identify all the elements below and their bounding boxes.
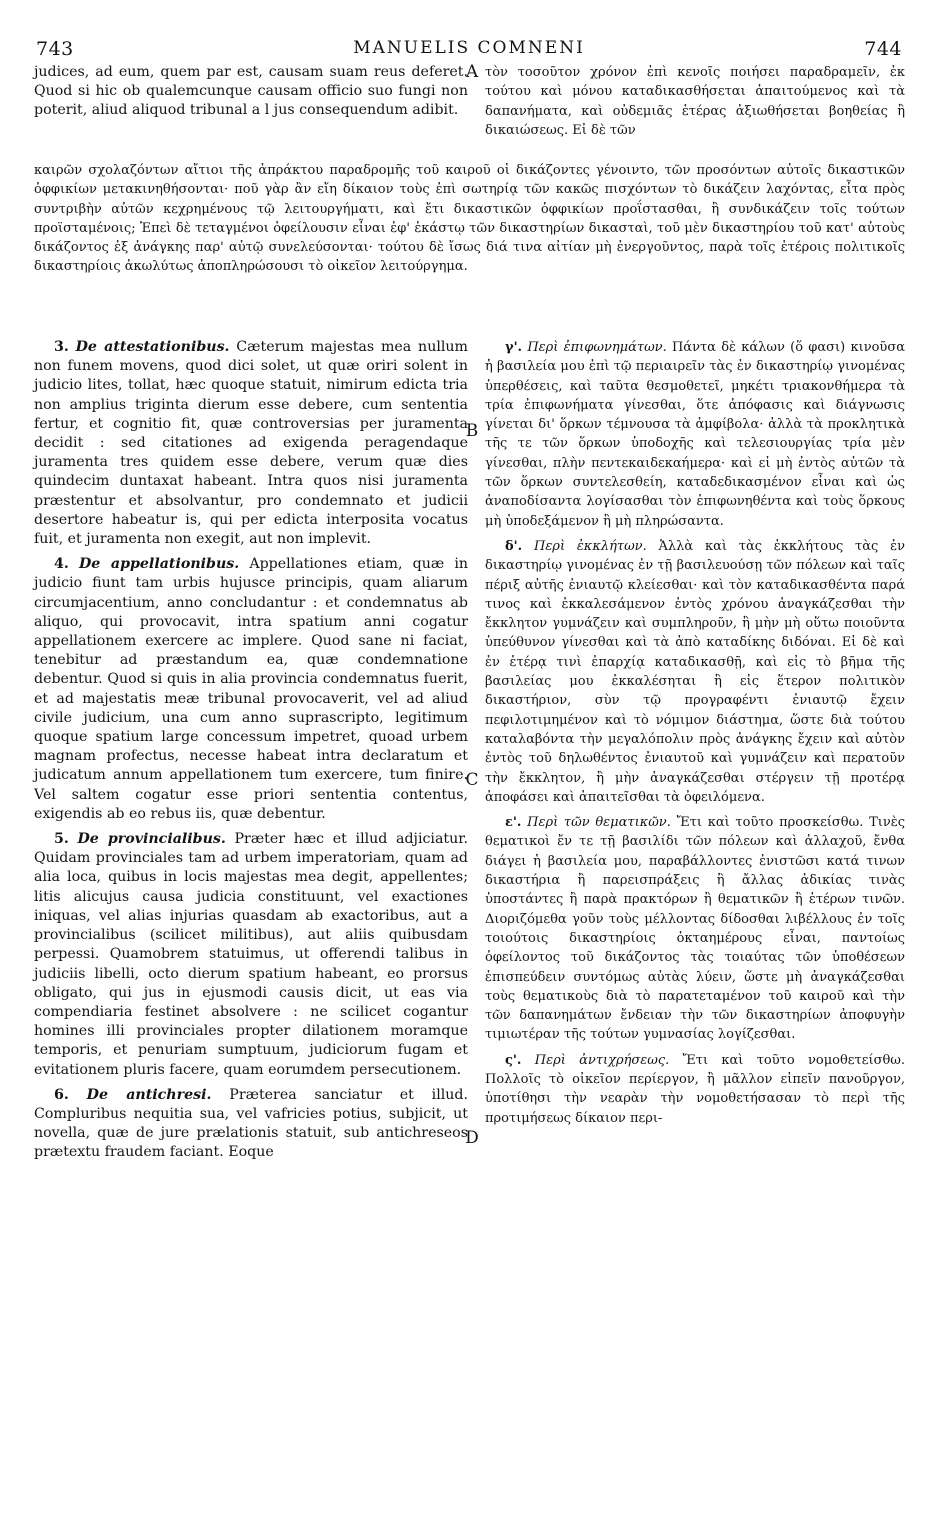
margin-letter-b: B (465, 421, 479, 441)
page-number-right: 744 (864, 38, 902, 60)
page-header (0, 0, 938, 58)
greek-column (485, 338, 905, 1128)
greek-full-width-paragraph: καιρῶν σχολαζόντων αἴτιοι τῆς ἀπράκτου παραδρομῆς τοῦ καιροῦ οἱ δικάζοντες γένοιντο, τῶν προσόντων αὐτοῖς δικαστικῶν ὀφφικίων μετακινηθήσονται· ποῦ γὰρ ἂν εἴη δίκαιον τοὺς ἐπὶ σωτηρίᾳ τῶν κακῶς πισχόντων τὸ δικάζειν λαχόντας, εἶτα πρὸς συντριβὴν αὐτῶν κεχρημένους τῷ λειτουργήματι, καὶ ἔτι δικαστικῶν ὀφφικίων προΐστασθαι, ἢ συνδικάζειν τοῖς τούτων προϊσταμένοις; Ἐπεὶ δὲ τεταγμένοι ὀφείλουσιν εἶναι ἐφ' ἑκάστῳ τῶν δικαστηρίων δικασταὶ, τοῦ μὲν δικαστηρίου τοῦ κατ' αὐτοὺς δικάζοντος ἐξ ἀνάγκης παρ' αὐτῷ συνελεύσονται· τούτου δὲ ἴσως διά τινα αἰτίαν μὴ ἐνεργοῦντος, παρὰ τοῖς ἑτέροις πολιτικοῖς δικαστηρίοις ἀκωλύτως ἀποπληρώσουσι τὸ οἰκεῖον λειτούργημα. (34, 163, 905, 275)
latin-continuation: judices, ad eum, quem par est, causam suam reus deferet. Quod si hic ob qualemcunque causam officio suo fungi non poterit, aliud aliquod tribunal a l jus consequendum adibit. (34, 64, 468, 119)
greek-section-5: ε'. Περὶ τῶν θεματικῶν. Ἔτι καὶ τοῦτο προσκείσθω. Τινὲς θεματικοὶ ἔν τε τῇ βασιλίδι τῶν πόλεων καὶ ἀλλαχοῦ, ἔνθα διάγει ἡ βασιλεία μου, παραβάλλοντες ἐνιστῶσι κατά τινων δικαστήρια ἢ παρεισπράξεις ἢ ἄλλας ἀδικίας τινὰς ὑποστάντες ἢ παρὰ πρακτόρων ἢ θεματικῶν ἢ ἑτέρων τινῶν. Διοριζόμεθα γοῦν τοὺς μέλλοντας δίδοσθαι λιβέλλους ἐν τοῖς τοιούτοις δικαστηρίοις ὀκταημέρους εἶναι, παντοίως ὀφείλοντος τοῦ δικάζοντος τὰς τοιαύτας τῶν ὑποθέσεων ἐπισπεύδειν συντόμως αὐτὰς λύειν, ὥστε μὴ ἀναγκάζεσθαι τοὺς θεματικοὺς διὰ τὸ παρατεταμένον τοῦ καιροῦ καὶ τὴν τῶν δαπανημάτων ἔνδειαν τὴν τῶν δικαστηρίων ἀποφυγὴν τιμιωτέραν τῆς τούτων γυμνασίας λογίζεσθαι. (485, 815, 906, 1043)
margin-letter-a: A (465, 62, 479, 82)
page-number-left: 743 (36, 38, 74, 60)
latin-column (34, 338, 468, 1163)
greek-section-3: γ'. Περὶ ἐπιφωνημάτων. Πάντα δὲ κάλων (ὅ φασι) κινοῦσα ἡ βασιλεία μου ἐπὶ τῷ περιαιρεῖν τὰς ἐν δικαστηρίῳ γινομένας ὑπερθέσεις, καὶ ταῦτα θεσμοθετεῖ, μηκέτι τριακονθήμερα τὰ τρία ἐπιφωνήματα γίνεσθαι, ὅτε ἀπόφασις καὶ διάγνωσις γίνεται δι' ὅρκων τέμνουσα τὰ ἀμφίβολα· ἀλλὰ τὰ προκλητικὰ τῆς τε τῶν ὅρκων ὑποδοχῆς καὶ τελεσιουργίας τρία μὲν γίνεσθαι, πλὴν πεντεκαιδεκαήμερα· καὶ εἰ μὴ ἐντὸς αὐτῶν τὰ τῶν ὅρκων συντελεσθείη, καταδεδικασμένον εἶναι καὶ ὡς ἀναποδίσαντα λογίσασθαι τὸν ἐπιφωνηθέντα καὶ τοὺς ὅρκους μὴ ὑποδεξάμενον ἢ μὴ πληρώσαντα. (485, 340, 905, 529)
margin-letter-c: C (465, 770, 479, 790)
latin-section-5: 5. De provincialibus. Præter hæc et illud adjiciatur. Quidam provinciales tam ad urbem imperatoriam, quam ad alia loca, quibus in locis majestas mea degit, appellentes; litis alicujus causa judicia constituunt, vel exactiones iniquas, vel alias injurias quasdam ab exactoribus, aut a provincialibus (scilicet militibus), aut aliis quibusdam perpessi. Quamobrem statuimus, ut offerendi talibus in judiciis libelli, octo dierum spatium habeant, eo prorsus obligato, qui jus in ejusmodi causis dicit, ut eas via compendiaria festinet absolvere : ne scilicet cogantur homines illi provinciales propter dilationem moramque temporis, et penuriam sumptuum, judiciorum fugam et evitationem pluris facere, quam eorumdem persecutionem. (34, 831, 468, 1078)
latin-section-6: 6. De antichresi. Præterea sanciatur et illud. Compluribus nequitia sua, vel vafricies potius, subjicit, ut novella, quæ de jure prælationis statuit, sub antichreseos prætextu fraudem faciant. Eoque (34, 1086, 469, 1161)
latin-section-4: 4. De appellationibus. Appellationes etiam, quæ in judicio fiunt tam urbis hujusce principis, quam aliarum circumjacentium, anno concludantur : et condemnatus ab aliquo, qui provocavit, intra spatium anni cogatur appellationem exercere ac implere. Quod sane ni faciat, tenebitur ad præstandum ea, quæ condemnatione debentur. Quod si quis in alia provincia condemnatus fuerit, et ad majestatis meæ tribunal provocaverit, vel ad aliud civile judicium, una cum anno suprascripto, legitimum quoque spatium large concessum impetret, quoad urbem magnam profectus, necesse habeat intra declaratum et judicatum annum appellationem tum exercere, tum finire. Vel saltem cogatur esse priori sententia contentus, exigendis ab eo rebus iis, quæ debentur. (34, 556, 469, 822)
latin-section-3: 3. De attestationibus. Cæterum majestas mea nullum non funem movens, quod dici solet, ut quæ oriri solent in judicio lites, tollat, hæc quoque statuit, nimirum edicta tria non amplius triginta dierum esse debere, cum sententia fertur, et cognitio fit, quæ controversias per juramenta decidit : sed citationes ad exigenda peragendaque juramenta tres quidem esse debere, verum quæ dies quindecim duntaxat habeant. Intra quos nisi juramenta præstentur et absolvantur, pro condemnato et judicii desertore habeatur is, qui per edicta interposita vocatus fuit, et juramenta non exegit, aut non implevit. (34, 339, 468, 548)
greek-continuation: τὸν τοσοῦτον χρόνον ἐπὶ κενοῖς ποιήσει παραδραμεῖν, ἐκ τούτου καὶ μόνου καταδικασθήσεται ἀπαιτούμενος καὶ τὰ δαπανήματα, καὶ οὐδεμιᾶς ἑτέρας ἀξιωθήσεται βοηθείας ἢ δικαιώσεως. Εἰ δὲ τῶν (485, 65, 905, 138)
margin-letter-d: D (465, 1128, 479, 1148)
running-title: MANUELIS COMNENI (353, 38, 585, 58)
greek-section-6: ς'. Περὶ ἀντιχρήσεως. Ἔτι καὶ τοῦτο νομοθετείσθω. Πολλοῖς τὸ οἰκεῖον περίεργον, ἢ μᾶλλον εἰπεῖν πανοῦργον, ὑποτίθησι τὴν νεαρὰν τὴν νομοθετήσασαν τὸ περὶ τῆς προτιμήσεως δίκαιον περι- (485, 1052, 906, 1126)
greek-section-4: δ'. Περὶ ἐκκλήτων. Ἀλλὰ καὶ τὰς ἐκκλήτους τὰς ἐν δικαστηρίῳ γινομένας ἐν τῇ βασιλευούσῃ τῶν πόλεων καὶ ταῖς πέριξ αὐτῆς ἐνιαυτῷ κλείεσθαι· καὶ τὸν καταδικασθέντα παρά τινος καὶ ἐκκαλεσάμενον ἐντὸς χρόνου ἀναγκάζεσθαι τὴν ἔκκλητον γυμνάζειν καὶ συμπληροῦν, ἢ μὴν μὴ οὕτω ποιοῦντα ὑπεύθυνον γίνεσθαι καὶ τὰ ἀπὸ καταδίκης διδόναι. Εἰ δὲ καὶ ἐν ἑτέρᾳ τινὶ ἐπαρχίᾳ καταδικασθῇ, καὶ εἰς τὸ βῆμα τῆς βασιλείας μου ἐκκαλέσηται ἢ εἰς ἕτερον πολιτικὸν δικαστήριον, σὺν τῷ προγραφέντι ἐνιαυτῷ ἔχειν πεφιλοτιμημένον καὶ τὸ νόμιμον διάστημα, ὥστε διὰ τούτου καταλαβόντα τὴν μεγαλόπολιν πρὸς ἀνάγκης ἔχειν καὶ αὐτὸν ἐντὸς τοῦ δηλωθέντος ἐνιαυτοῦ καὶ γυμνάζειν καὶ περατοῦν τὴν ἔκκλητον, ἢ μὴν ἀναγκάζεσθαι στέργειν τῇ προτέρᾳ ἀποφάσει καὶ ἀπαιτεῖσθαι τὰ ὀφειλόμενα. (485, 538, 905, 805)
